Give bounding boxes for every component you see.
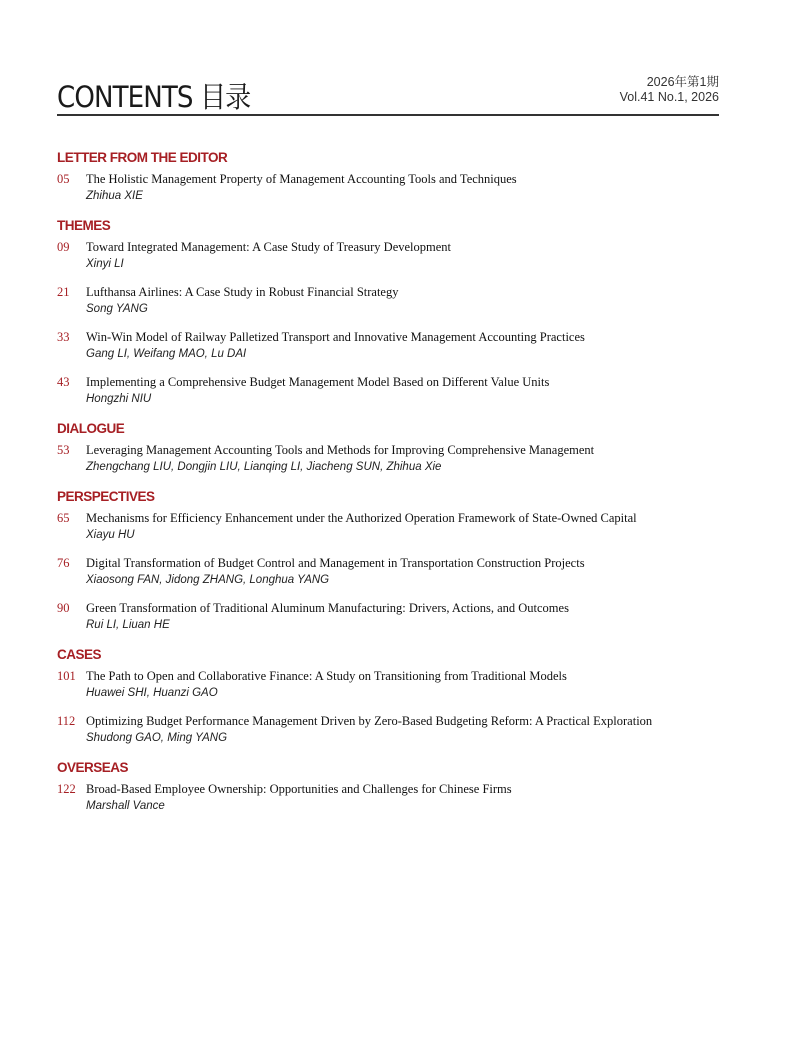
- toc-entry[interactable]: [57, 555, 737, 589]
- page-number: 122: [57, 782, 76, 796]
- toc-entry[interactable]: [57, 442, 737, 476]
- section-title: CASES: [57, 647, 102, 662]
- article-authors: Huawei SHI, Huanzi GAO: [86, 687, 218, 699]
- article-authors: Hongzhi NIU: [86, 393, 152, 405]
- article-title: Leveraging Management Accounting Tools and Methods for Improving Comprehensive Management: [86, 443, 595, 457]
- page-number: 21: [57, 285, 70, 299]
- article-title: Digital Transformation of Budget Control and Management in Transportation Construction Projects: [86, 556, 585, 570]
- article-title: Broad-Based Employee Ownership: Opportunities and Challenges for Chinese Firms: [86, 782, 512, 796]
- section-title: OVERSEAS: [57, 760, 129, 775]
- toc-section: [57, 148, 737, 205]
- issue-info: [620, 75, 719, 105]
- article-title: Mechanisms for Efficiency Enhancement under the Authorized Operation Framework of State-Owned Capital: [86, 511, 637, 525]
- page-number: 33: [57, 330, 70, 344]
- section-title: THEMES: [57, 218, 111, 233]
- table-of-contents: [57, 148, 737, 826]
- page-number: 112: [57, 714, 76, 728]
- toc-entry[interactable]: [57, 781, 737, 815]
- article-authors: Xiaosong FAN, Jidong ZHANG, Longhua YANG: [86, 574, 330, 586]
- section-title: LETTER FROM THE EDITOR: [57, 150, 228, 165]
- toc-section: [57, 758, 737, 815]
- article-title: Win-Win Model of Railway Palletized Transport and Innovative Management Accounting Practices: [86, 330, 585, 344]
- toc-section: [57, 487, 737, 634]
- article-title: The Path to Open and Collaborative Finance: A Study on Transitioning from Traditional Models: [86, 669, 567, 683]
- toc-entry[interactable]: [57, 713, 737, 747]
- article-authors: Gang LI, Weifang MAO, Lu DAI: [86, 348, 247, 360]
- toc-entry[interactable]: [57, 668, 737, 702]
- article-title: Optimizing Budget Performance Management Driven by Zero-Based Budgeting Reform: A Practical Exploration: [86, 714, 653, 728]
- page-number: 09: [57, 240, 70, 254]
- page-number: 90: [57, 601, 70, 615]
- toc-entry[interactable]: [57, 171, 737, 205]
- page-number: 53: [57, 443, 70, 457]
- article-title: Lufthansa Airlines: A Case Study in Robust Financial Strategy: [86, 285, 399, 299]
- toc-section: [57, 645, 737, 747]
- article-title: Green Transformation of Traditional Aluminum Manufacturing: Drivers, Actions, and Outcomes: [86, 601, 569, 615]
- toc-entry[interactable]: [57, 374, 737, 408]
- page-header: [57, 70, 719, 116]
- page-title: CONTENTS 目录: [57, 80, 251, 114]
- section-title: PERSPECTIVES: [57, 489, 155, 504]
- article-authors: Xinyi LI: [86, 258, 124, 270]
- page-number: 101: [57, 669, 76, 683]
- toc-entry[interactable]: [57, 284, 737, 318]
- page-number: 76: [57, 556, 70, 570]
- issue-cn: 2026年第1期: [646, 75, 719, 89]
- toc-entry[interactable]: [57, 510, 737, 544]
- article-authors: Zhihua XIE: [86, 190, 143, 202]
- toc-entry[interactable]: [57, 239, 737, 273]
- page-number: 65: [57, 511, 70, 525]
- toc-entry[interactable]: [57, 600, 737, 634]
- issue-en: Vol.41 No.1, 2026: [619, 90, 719, 104]
- article-authors: Xiayu HU: [86, 529, 135, 541]
- section-title: DIALOGUE: [57, 421, 125, 436]
- page-number: 05: [57, 172, 70, 186]
- article-title: The Holistic Management Property of Management Accounting Tools and Techniques: [86, 172, 517, 186]
- page-number: 43: [57, 375, 70, 389]
- toc-entry[interactable]: [57, 329, 737, 363]
- article-authors: Song YANG: [86, 303, 148, 315]
- article-title: Toward Integrated Management: A Case Study of Treasury Development: [86, 240, 452, 254]
- article-authors: Marshall Vance: [86, 800, 165, 812]
- article-title: Implementing a Comprehensive Budget Management Model Based on Different Value Units: [86, 375, 550, 389]
- article-authors: Zhengchang LIU, Dongjin LIU, Lianqing LI, Jiacheng SUN, Zhihua Xie: [86, 461, 442, 473]
- article-authors: Rui LI, Liuan HE: [86, 619, 170, 631]
- toc-section: [57, 216, 737, 408]
- article-authors: Shudong GAO, Ming YANG: [86, 732, 228, 744]
- toc-section: [57, 419, 737, 476]
